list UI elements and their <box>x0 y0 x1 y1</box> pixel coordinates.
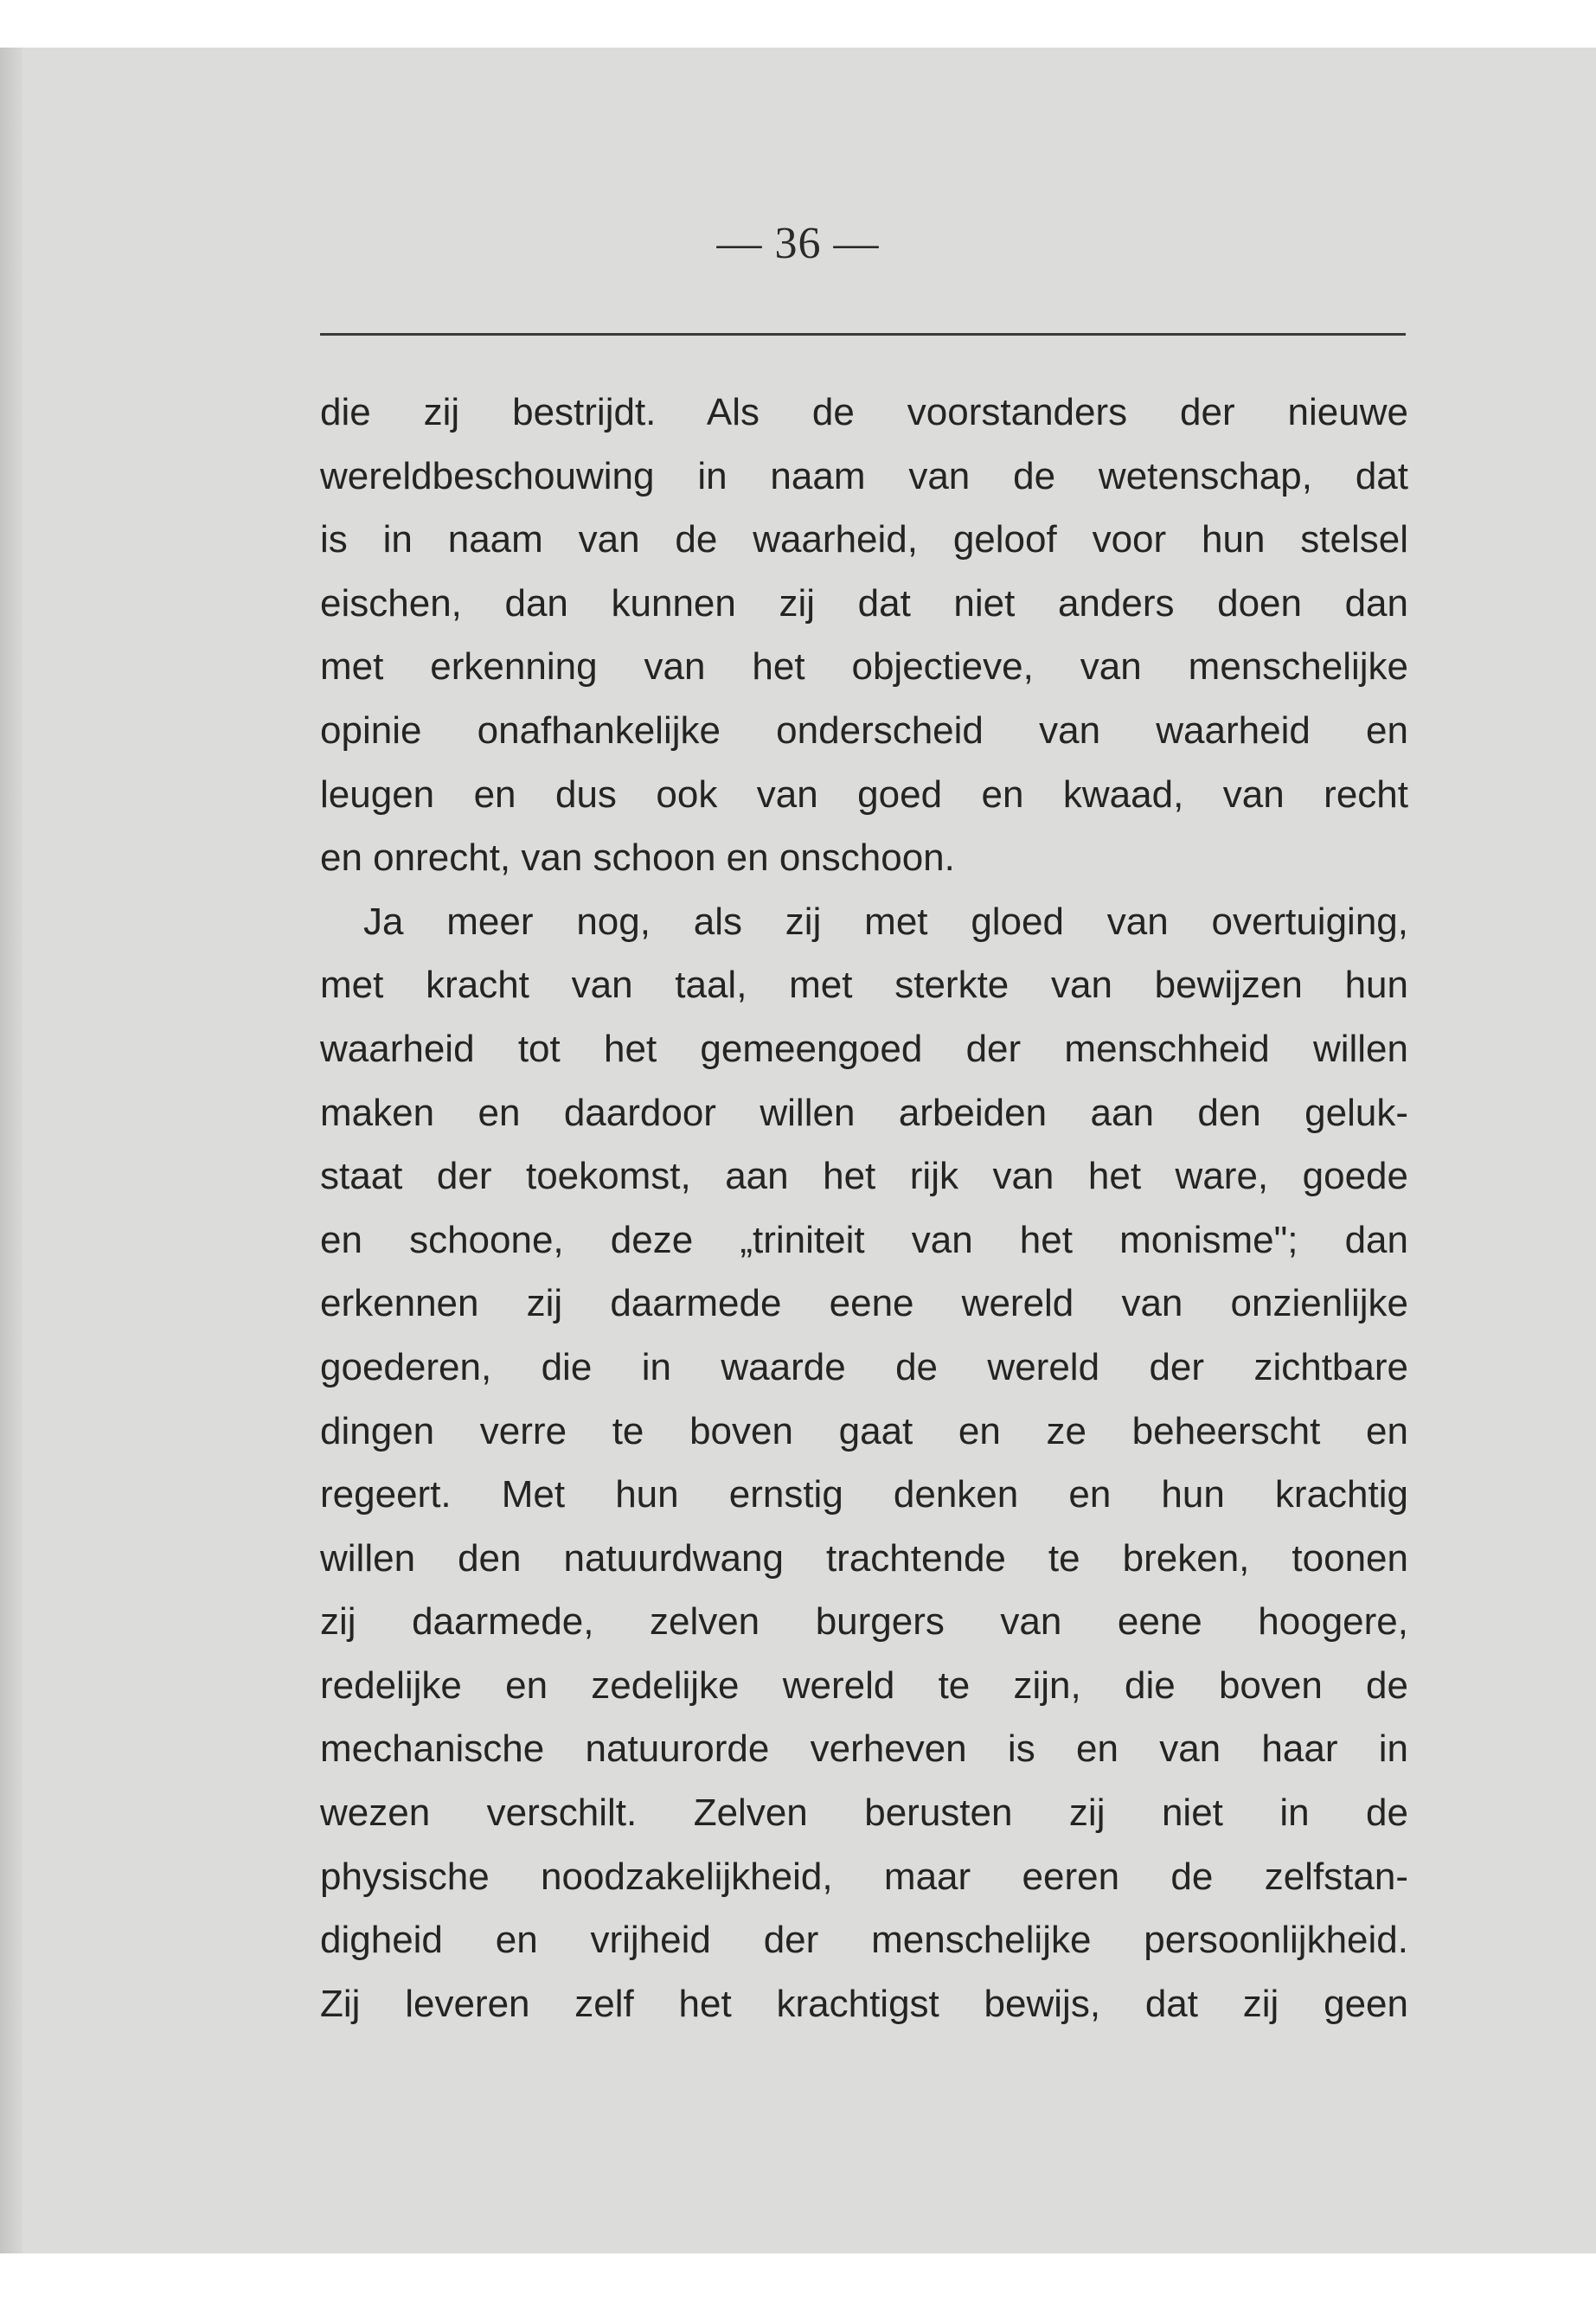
text-line: is in naam van de waarheid, geloof voor hun stelsel <box>320 518 1408 561</box>
text-line: en onrecht, van schoon en onschoon. <box>320 836 955 880</box>
text-line: met erkenning van het objectieve, van menschelijke <box>320 645 1408 689</box>
text-line: en schoone, deze „triniteit van het monisme"; dan <box>320 1218 1408 1261</box>
body-text <box>320 381 1408 2035</box>
text-line: waarheid tot het gemeengoed der menschheid willen <box>320 1027 1408 1070</box>
text-line: staat der toekomst, aan het rijk van het ware, goede <box>320 1155 1408 1198</box>
text-line: zij daarmede, zelven burgers van eene hoogere, <box>320 1600 1408 1644</box>
text-line: die zij bestrijdt. Als de voorstanders der nieuwe <box>320 391 1408 433</box>
text-line: Ja meer nog, als zij met gloed van overtuiging, <box>363 900 1408 943</box>
text-line: met kracht van taal, met sterkte van bewijzen hun <box>320 964 1408 1007</box>
text-line: wezen verschilt. Zelven berusten zij niet in de <box>320 1791 1408 1835</box>
text-line: willen den natuurdwang trachtende te breken, toonen <box>320 1536 1408 1580</box>
text-line: wereldbeschouwing in naam van de wetenschap, dat <box>320 454 1408 497</box>
text-line: erkennen zij daarmede eene wereld van onzienlijke <box>320 1282 1408 1325</box>
text-line: mechanische natuurorde verheven is en van haar in <box>320 1727 1408 1771</box>
text-line: eischen, dan kunnen zij dat niet anders doen dan <box>320 581 1408 625</box>
text-line: dingen verre te boven gaat en ze beheerscht en <box>320 1409 1408 1452</box>
text-line: goederen, die in waarde de wereld der zichtbare <box>320 1345 1408 1388</box>
text-line: digheid en vrijheid der menschelijke persoonlijkheid. <box>320 1919 1408 1962</box>
text-line: opinie onafhankelijke onderscheid van waarheid en <box>320 708 1408 752</box>
page-number: — 36 — <box>716 219 880 268</box>
text-line: redelijke en zedelijke wereld te zijn, die boven de <box>320 1663 1408 1707</box>
text-line: leugen en dus ook van goed en kwaad, van recht <box>320 772 1408 816</box>
text-line: maken en daardoor willen arbeiden aan den geluk- <box>320 1091 1408 1134</box>
text-line: regeert. Met hun ernstig denken en hun krachtig <box>320 1473 1408 1516</box>
text-line: Zij leveren zelf het krachtigst bewijs, dat zij geen <box>320 1982 1408 2025</box>
header-rule <box>320 333 1406 336</box>
book-page <box>0 48 1596 2253</box>
text-line: physische noodzakelijkheid, maar eeren de zelfstan- <box>320 1855 1408 1898</box>
